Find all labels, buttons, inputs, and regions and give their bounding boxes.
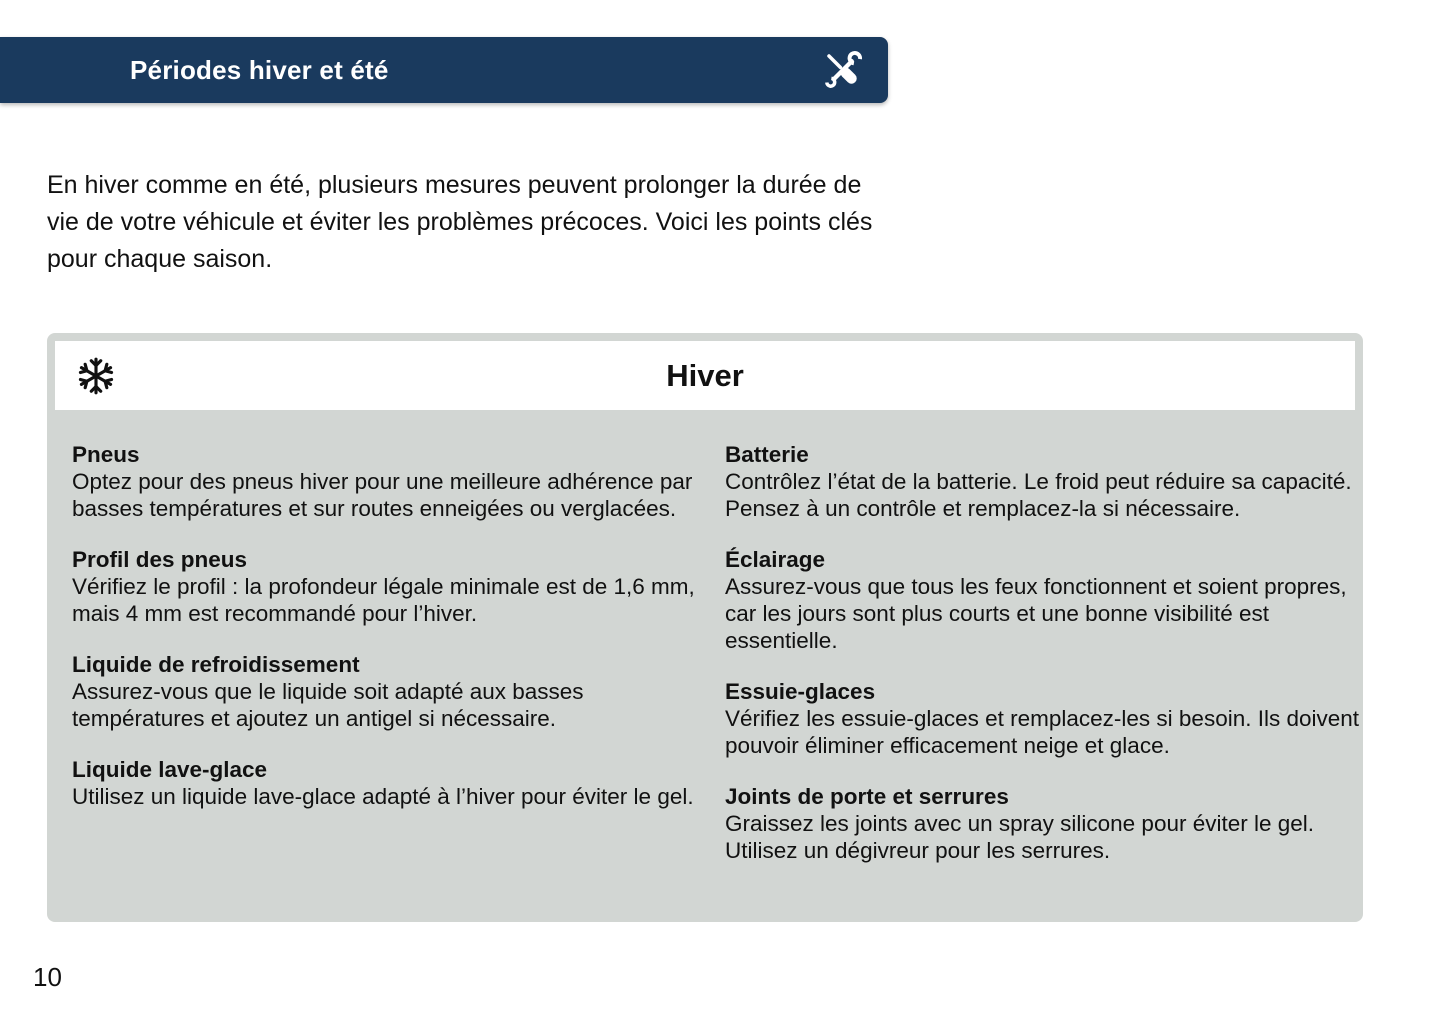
panel-section-profil-des-pneus xyxy=(72,546,702,627)
section-heading: Pneus xyxy=(72,442,140,467)
section-heading: Éclairage xyxy=(725,547,826,572)
winter-panel-title: Hiver xyxy=(666,357,744,393)
chapter-title: Périodes hiver et été xyxy=(130,54,389,85)
page-number: 10 xyxy=(33,962,62,992)
section-heading: Liquide de refroidissement xyxy=(72,652,360,677)
panel-section-liquide-lave-glace xyxy=(72,756,702,810)
section-heading: Batterie xyxy=(725,442,809,467)
section-heading: Profil des pneus xyxy=(72,547,248,572)
panel-section-eclairage xyxy=(725,546,1363,654)
winter-panel-body xyxy=(72,441,1363,888)
winter-panel-header xyxy=(55,341,1355,410)
winter-left-column xyxy=(72,441,702,888)
section-body: Vérifiez les essuie-glaces et remplacez-les si besoin. Ils doivent pouvoir éliminer efficacement neige et glace. xyxy=(725,706,1360,758)
section-body: Vérifiez le profil : la profondeur légale minimale est de 1,6 mm, mais 4 mm est recommandé pour l’hiver. xyxy=(72,574,695,626)
panel-section-pneus xyxy=(72,441,702,522)
section-body: Utilisez un liquide lave-glace adapté à l’hiver pour éviter le gel. xyxy=(72,784,694,809)
section-heading: Joints de porte et serrures xyxy=(725,784,1009,809)
winter-right-column xyxy=(725,441,1363,888)
section-body: Contrôlez l’état de la batterie. Le froid peut réduire sa capacité. Pensez à un contrôle et remplacez-la si nécessaire. xyxy=(725,469,1352,521)
intro-paragraph: En hiver comme en été, plusieurs mesures peuvent prolonger la durée de vie de votre véhicule et éviter les problèmes précoces. Voici les points clés pour chaque saison. xyxy=(47,171,873,273)
section-body: Assurez-vous que le liquide soit adapté aux basses températures et ajoutez un antigel si nécessaire. xyxy=(72,679,584,731)
section-body: Optez pour des pneus hiver pour une meilleure adhérence par basses températures et sur routes enneigées ou verglacées. xyxy=(72,469,693,521)
tools-icon xyxy=(822,49,864,91)
winter-panel xyxy=(47,333,1363,922)
panel-section-batterie xyxy=(725,441,1363,522)
section-body: Graissez les joints avec un spray silicone pour éviter le gel. Utilisez un dégivreur pour les serrures. xyxy=(725,811,1315,863)
section-body: Assurez-vous que tous les feux fonctionnent et soient propres, car les jours sont plus courts et une bonne visibilité est essentielle. xyxy=(725,574,1347,653)
panel-section-joints-serrures xyxy=(725,783,1363,864)
panel-section-essuie-glaces xyxy=(725,678,1363,759)
section-heading: Liquide lave-glace xyxy=(72,757,268,782)
panel-section-liquide-refroidissement xyxy=(72,651,702,732)
section-heading: Essuie-glaces xyxy=(725,679,876,704)
chapter-header-bar xyxy=(0,37,888,103)
